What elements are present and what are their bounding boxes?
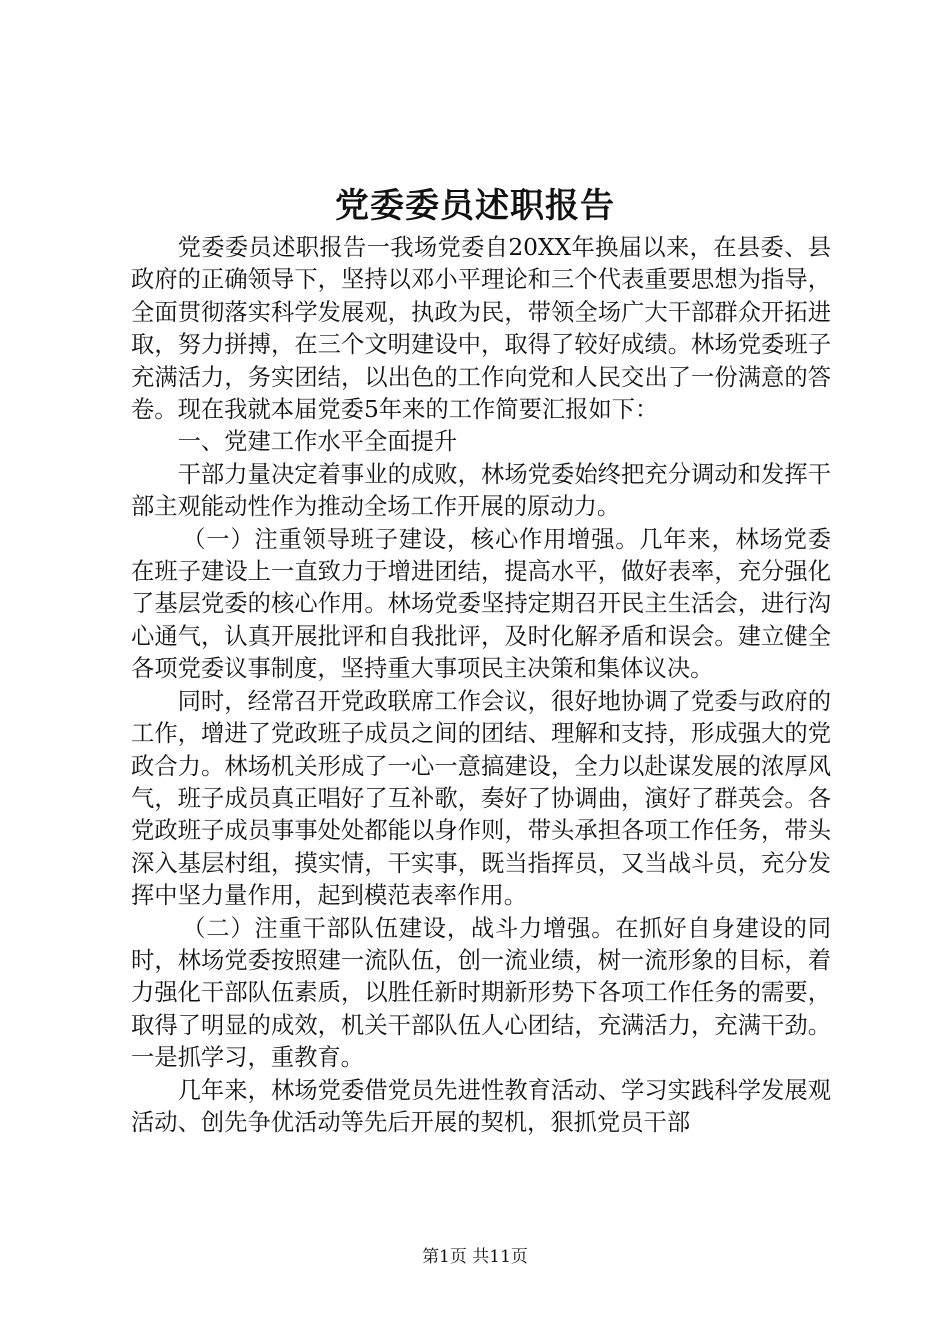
paragraph-joint-meetings: 同时，经常召开党政联席工作会议，很好地协调了党委与政府的工作，增进了党政班子成员之间的团结、理解和支持，形成强大的党政合力。林场机关形成了一心一意搞建设，全力以赴谋发展的浓厚风气，班子成员真正唱好了互补歌，奏好了协调曲，演好了群英会。各党政班子成员事事处处都能以身作则，带头承担各项工作任务，带头深入基层村组，摸实情，干实事，既当指挥员，又当战斗员，充分发挥中坚力量作用，起到模范表率作用。 — [131, 687, 831, 910]
section-heading-1: 一、党建工作水平全面提升 — [177, 428, 458, 456]
document-body — [131, 232, 831, 1139]
paragraph-intro: 党委委员述职报告一我场党委自20XX年换届以来，在县委、县政府的正确领导下，坚持以邓小平理论和三个代表重要思想为指导，全面贯彻落实科学发展观，执政为民，带领全场广大干部群众开拓进取，努力拼搏，在三个文明建设中，取得了较好成绩。林场党委班子充满活力，务实团结，以出色的工作向党和人民交出了一份满意的答卷。现在我就本届党委5年来的工作简要汇报如下： — [131, 234, 831, 424]
paragraph-cadre-strength: 干部力量决定着事业的成败，林场党委始终把充分调动和发挥干部主观能动性作为推动全场工作开展的原动力。 — [131, 460, 831, 521]
paragraph-education: 几年来，林场党委借党员先进性教育活动、学习实践科学发展观活动、创先争优活动等先后开展的契机，狠抓党员干部 — [131, 1076, 831, 1136]
paragraph-cadre-team: （二）注重干部队伍建设，战斗力增强。在抓好自身建设的同时，林场党委按照建一流队伍，创一流业绩，树一流形象的目标，着力强化干部队伍素质，以胜任新时期新形势下各项工作任务的需要，取得了明显的成效，机关干部队伍人心团结，充满活力，充满干劲。一是抓学习，重教育。 — [131, 914, 831, 1072]
paragraph-leadership: （一）注重领导班子建设，核心作用增强。几年来，林场党委在班子建设上一直致力于增进团结，提高水平，做好表率，充分强化了基层党委的核心作用。林场党委坚持定期召开民主生活会，进行沟心通气，认真开展批评和自我批评，及时化解矛盾和误会。建立健全各项党委议事制度，坚持重大事项民主决策和集体议决。 — [131, 525, 831, 683]
document-title: 党委委员述职报告 — [335, 186, 615, 226]
page-number: 第1页 共11页 — [422, 1247, 528, 1267]
